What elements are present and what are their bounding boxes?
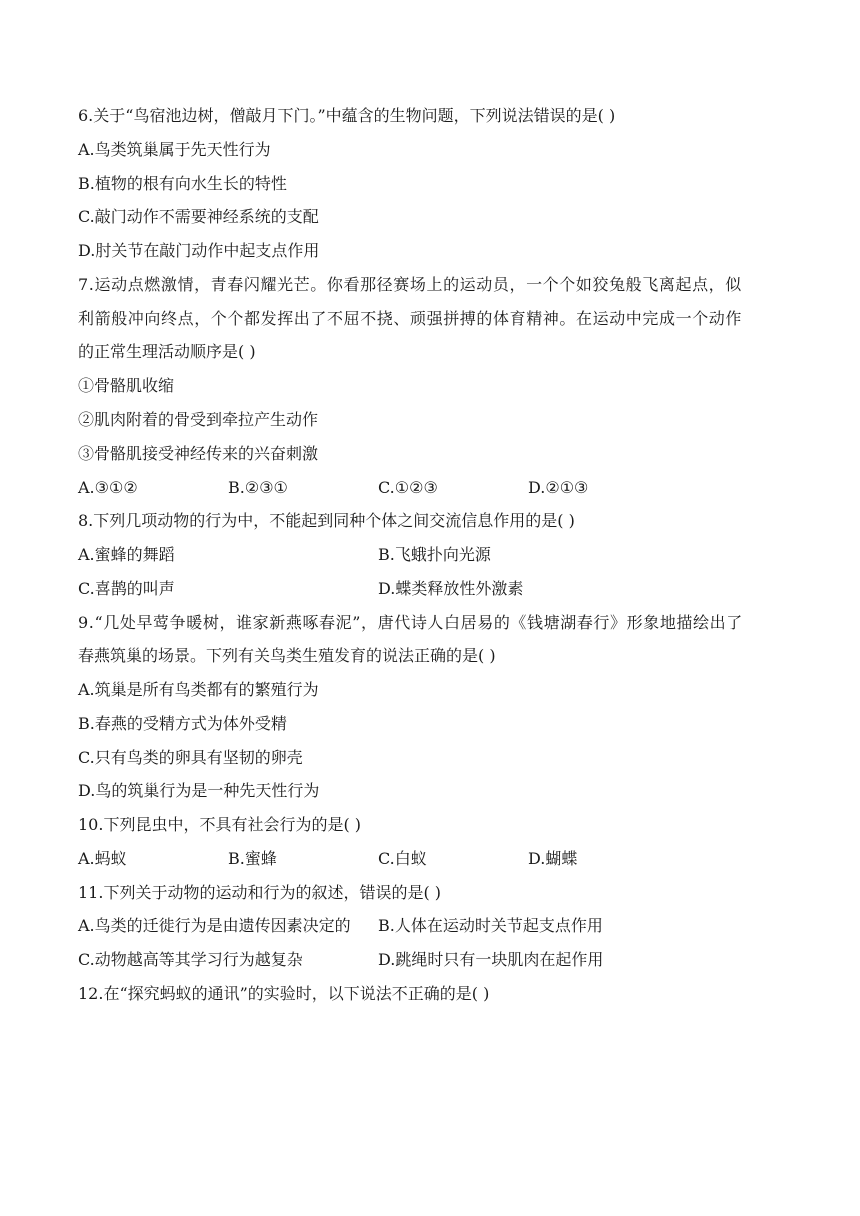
question-7-item-2: ②肌肉附着的骨受到牵拉产生动作	[78, 410, 319, 429]
question-10-stem: 10.下列昆虫中，不具有社会行为的是( )	[78, 815, 362, 834]
question-10-option-a: A.蚂蚁	[78, 849, 127, 868]
question-6-option-b: B.植物的根有向水生长的特性	[78, 174, 287, 193]
question-9-option-b: B.春燕的受精方式为体外受精	[78, 714, 287, 733]
question-7-option-a: A.③①②	[78, 478, 138, 497]
question-6-option-d: D.肘关节在敲门动作中起支点作用	[78, 241, 320, 260]
question-8-stem: 8.下列几项动物的行为中，不能起到同种个体之间交流信息作用的是( )	[78, 511, 575, 530]
question-11-option-a: A.鸟类的迁徙行为是由遗传因素决定的	[78, 916, 351, 935]
question-11-option-c: C.动物越高等其学习行为越复杂	[78, 950, 303, 969]
question-9-stem-line-2: 春燕筑巢的场景。下列有关鸟类生殖发育的说法正确的是( )	[78, 646, 496, 665]
question-8-option-d: D.蝶类释放性外激素	[378, 579, 524, 598]
question-11-stem: 11.下列关于动物的运动和行为的叙述，错误的是( )	[78, 883, 442, 902]
question-9-stem-line-1: 9.“几处早莺争暖树，谁家新燕啄春泥”，唐代诗人白居易的《钱塘湖春行》形象地描绘出了	[78, 613, 743, 632]
question-7-option-b: B.②③①	[228, 478, 288, 497]
question-7-stem-line-2: 利箭般冲向终点，个个都发挥出了不屈不挠、顽强拼搏的体育精神。在运动中完成一个动作	[78, 309, 743, 328]
question-10-option-b: B.蜜蜂	[228, 849, 277, 868]
question-7-item-3: ③骨骼肌接受神经传来的兴奋刺激	[78, 444, 319, 463]
question-6-option-c: C.敲门动作不需要神经系统的支配	[78, 207, 319, 226]
question-9-option-a: A.筑巢是所有鸟类都有的繁殖行为	[78, 680, 319, 699]
question-8-option-b: B.飞蛾扑向光源	[378, 545, 491, 564]
question-7-item-1: ①骨骼肌收缩	[78, 376, 175, 395]
question-10-option-c: C.白蚁	[378, 849, 427, 868]
question-7-stem-line-3: 的正常生理活动顺序是( )	[78, 342, 256, 361]
question-11-option-b: B.人体在运动时关节起支点作用	[378, 916, 603, 935]
question-9-option-d: D.鸟的筑巢行为是一种先天性行为	[78, 781, 320, 800]
question-7-option-d: D.②①③	[528, 478, 589, 497]
question-11-option-d: D.跳绳时只有一块肌肉在起作用	[378, 950, 604, 969]
question-7-option-c: C.①②③	[378, 478, 438, 497]
question-9-option-c: C.只有鸟类的卵具有坚韧的卵壳	[78, 748, 303, 767]
question-6-option-a: A.鸟类筑巢属于先天性行为	[78, 140, 271, 159]
question-8-option-a: A.蜜蜂的舞蹈	[78, 545, 175, 564]
question-6-stem: 6.关于“鸟宿池边树，僧敲月下门。”中蕴含的生物问题，下列说法错误的是( )	[78, 106, 616, 125]
question-10-option-d: D.蝴蝶	[528, 849, 578, 868]
question-8-option-c: C.喜鹊的叫声	[78, 579, 175, 598]
question-12-stem: 12.在“探究蚂蚁的通讯”的实验时，以下说法不正确的是( )	[78, 984, 490, 1003]
question-7-stem-line-1: 7.运动点燃激情，青春闪耀光芒。你看那径赛场上的运动员，一个个如狡兔般飞离起点，似	[78, 275, 742, 294]
